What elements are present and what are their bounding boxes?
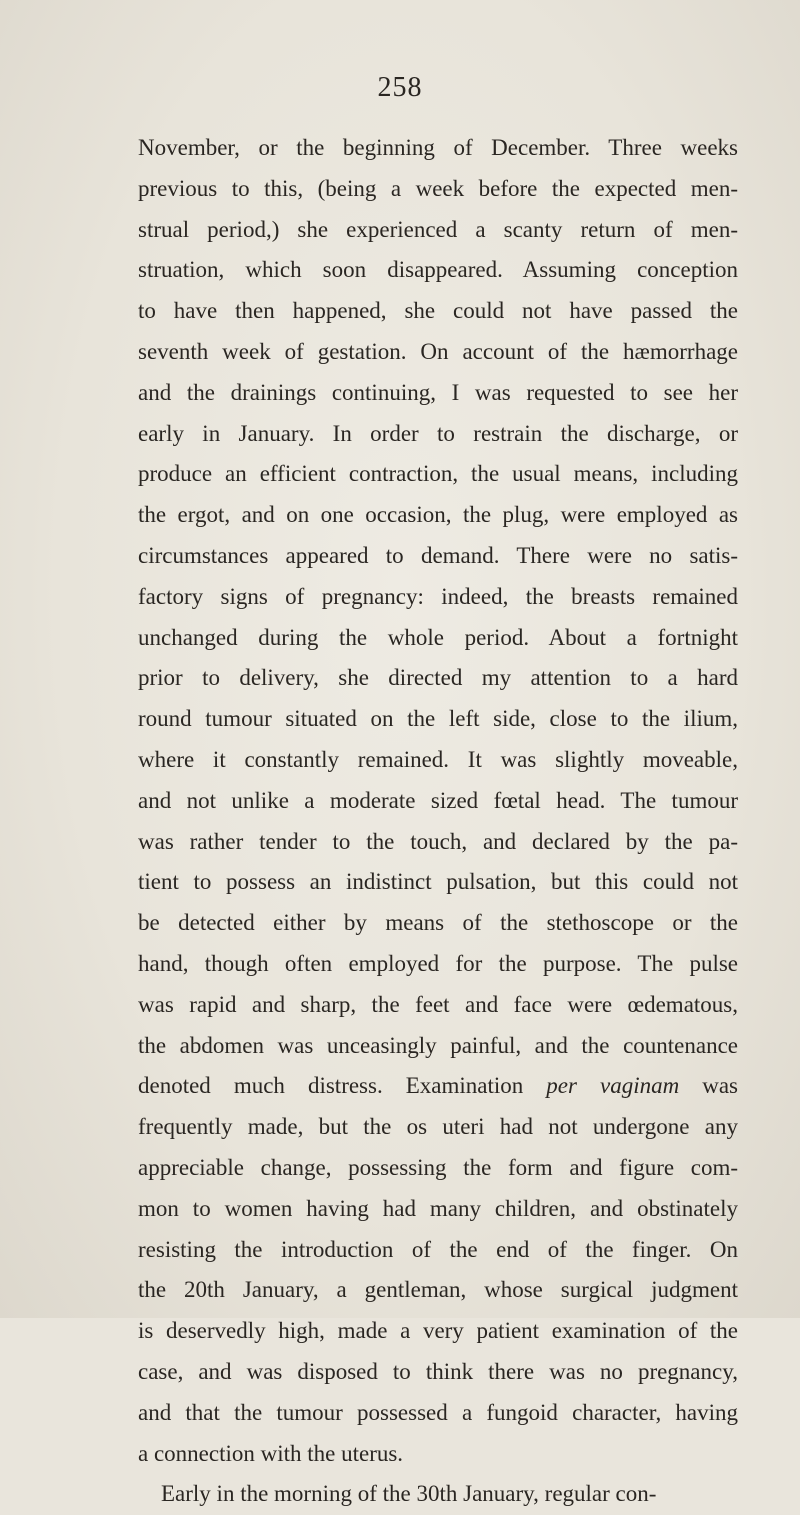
text-line: circumstances appeared to demand. There were no satis-	[138, 542, 738, 568]
text-line: mon to women having had many children, and obstinately	[138, 1195, 738, 1221]
text-line: previous to this, (being a week before the expected men-	[138, 175, 738, 201]
text-line: struation, which soon disappeared. Assuming conception	[138, 257, 738, 283]
text-line: factory signs of pregnancy: indeed, the breasts remained	[138, 583, 738, 609]
text-line: frequently made, but the os uteri had not undergone any	[138, 1114, 738, 1140]
text-line: a connection with the uterus.	[138, 1440, 404, 1466]
text-line: is deservedly high, made a very patient examination of the	[138, 1318, 738, 1344]
text-line: the 20th January, a gentleman, whose surgical judgment	[138, 1277, 738, 1303]
text-line: produce an efficient contraction, the usual means, including	[138, 461, 738, 487]
text-line: where it constantly remained. It was slightly moveable,	[138, 746, 738, 772]
text-line: and not unlike a moderate sized fœtal head. The tumour	[138, 787, 738, 813]
text-line: resisting the introduction of the end of the finger. On	[138, 1236, 738, 1262]
text-line: round tumour situated on the left side, close to the ilium,	[138, 706, 738, 732]
body-text	[138, 128, 738, 1515]
text-line: appreciable change, possessing the form and figure com-	[138, 1154, 738, 1180]
text-line: hand, though often employed for the purpose. The pulse	[138, 950, 738, 976]
text-line: early in January. In order to restrain the discharge, or	[138, 420, 738, 446]
text-line: to have then happened, she could not have passed the	[138, 298, 738, 324]
text-line: the ergot, and on one occasion, the plug, were employed as	[138, 502, 738, 528]
text-line: unchanged during the whole period. About a fortnight	[138, 624, 738, 650]
text-line	[138, 1066, 738, 1107]
text-line: the abdomen was unceasingly painful, and the countenance	[138, 1032, 738, 1058]
text-line: Early in the morning of the 30th January, regular con-	[161, 1481, 657, 1507]
paragraph	[138, 128, 738, 1474]
paragraph	[138, 1474, 738, 1515]
text-line: and that the tumour possessed a fungoid character, having	[138, 1399, 738, 1425]
italic-phrase: per vaginam	[546, 1073, 680, 1099]
text-line: was rapid and sharp, the feet and face were œdematous,	[138, 991, 738, 1017]
text-line: tient to possess an indistinct pulsation, but this could not	[138, 869, 738, 895]
text-segment: denoted much distress. Examination	[138, 1073, 547, 1099]
text-line: be detected either by means of the stethoscope or the	[138, 910, 738, 936]
text-line: prior to delivery, she directed my attention to a hard	[138, 665, 738, 691]
text-line: case, and was disposed to think there was no pregnancy,	[138, 1358, 738, 1384]
text-line: strual period,) she experienced a scanty return of men-	[138, 216, 738, 242]
text-segment: was	[679, 1073, 738, 1099]
text-line: and the drainings continuing, I was requested to see her	[138, 379, 738, 405]
text-line: November, or the beginning of December. Three weeks	[138, 135, 738, 160]
text-line: seventh week of gestation. On account of the hæmorrhage	[138, 338, 738, 364]
page-number: 258	[377, 72, 423, 103]
text-line: was rather tender to the touch, and declared by the pa-	[138, 828, 738, 854]
